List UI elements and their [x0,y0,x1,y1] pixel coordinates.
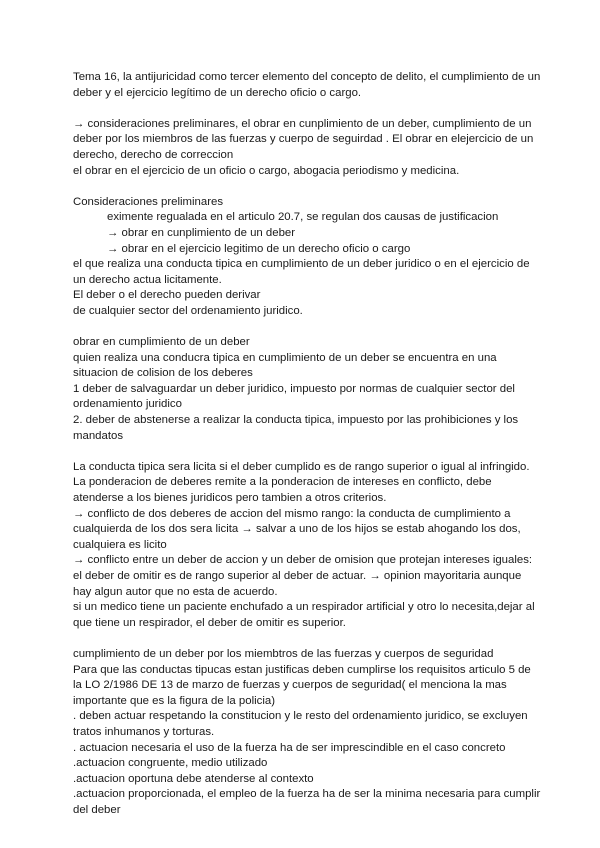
paragraph [73,195,533,320]
text-line: ordenamiento juridico [73,398,182,411]
text-line: eximente regualada en el articulo 20.7, se regulan dos causas de justificacion [107,211,499,224]
paragraph-gap [73,179,533,195]
paragraph [73,647,541,819]
paragraph [73,460,533,632]
text-line: la LO 2/1986 DE 13 de marzo de fuerzas y cuerpos de seguridad( el menciona la mas [73,679,507,692]
text-line: que tiene un respirador, el deber de omitir es superior. [73,616,346,629]
text-line: .actuacion oportuna debe atenderse al contexto [73,772,314,785]
text-line: si un medico tiene un paciente enchufado a un respirador artificial y otro lo necesita,dejar al [73,601,535,614]
text-line: cumplimiento de un deber por los miembtros de las fuerzas y cuerpos de seguridad [73,647,494,660]
text-line: el que realiza una conducta tipica en cumplimiento de un deber juridico o en el ejercicio de [73,258,530,271]
text-line: La ponderacion de deberes remite a la ponderacion de intereses en conflicto, debe [73,476,492,489]
text-line: . actuacion necesaria el uso de la fuerza ha de ser imprescindible en el caso concreto [73,741,506,754]
paragraph [73,335,533,444]
paragraph-gap [73,444,533,460]
text-line: del deber [73,803,121,816]
text-line: el deber de omitir es de rango superior al deber de actuar. → opinion mayoritaria aunque [73,570,522,582]
text-line: deber y el ejercicio legítimo de un derecho oficio o cargo. [73,86,362,99]
text-line: .actuacion congruente, medio utilizado [73,757,268,770]
text-line: atenderse a los bienes juridicos pero tambien a otros criterios. [73,492,387,505]
text-line: situacion de colision de los deberes [73,367,253,380]
paragraph-gap [73,631,533,647]
text-line: tratos inhumanos y torturas. [73,725,215,738]
text-line: obrar en cumplimiento de un deber [73,336,250,349]
text-line: → conflicto de dos deberes de accion del mismo rango: la conducta de cumplimiento a [73,507,511,520]
text-line: → conflicto entre un deber de accion y un deber de omision que protejan intereses iguales: [73,554,533,567]
text-line: → obrar en el ejercicio legitimo de un derecho oficio o cargo [107,242,411,255]
text-line: Tema 16, la antijuricidad como tercer elemento del concepto de delito, el cumplimiento de un [73,71,541,83]
text-line: derecho, derecho de correccion [73,148,234,161]
text-line: importante que es la figura de la policia) [73,694,275,707]
text-line: 1 deber de salvaguardar un deber juridico, impuesto por normas de cualquier sector del [73,382,515,395]
text-line: El deber o el derecho pueden derivar [73,289,261,302]
text-line: .actuacion proporcionada, el empleo de la fuerza ha de ser la minima necesaria para cumplir [73,788,541,801]
text-line: → consideraciones preliminares, el obrar en cunplimiento de un deber, cumplimiento de un [73,117,532,130]
text-line: de cualquier sector del ordenamiento juridico. [73,304,303,317]
paragraph-gap [73,101,533,117]
text-line: un derecho actua licitamente. [73,273,222,286]
text-line: . deben actuar respetando la constitucion y le resto del ordenamiento juridico, se excluyen [73,710,528,723]
text-line: deber por los miembros de las fuerzas y cuerpo de seguirdad . El obrar en elejercicio de un [73,133,534,146]
paragraph-gap [73,320,533,336]
paragraph [73,70,541,101]
text-line: 2. deber de abstenerse a realizar la conducta tipica, impuesto por las prohibiciones y los [73,414,519,427]
text-line: el obrar en el ejercicio de un oficio o cargo, abogacia periodismo y medicina. [73,164,460,177]
text-line: Consideraciones preliminares [73,195,224,208]
paragraph [73,117,533,179]
text-line: quien realiza una conducra tipica en cumplimiento de un deber se encuentra en una [73,351,497,364]
text-line: → obrar en cunplimiento de un deber [107,226,296,239]
document-body [73,70,541,819]
text-line: cualquiera es licito [73,538,167,551]
text-line: Para que las conductas tipucas estan justificas deben cumplirse los requisitos articulo 5 de [73,663,531,676]
text-line: mandatos [73,429,124,442]
text-line: hay algun autor que no esta de acuerdo. [73,585,278,598]
text-line: La conducta tipica sera licita si el deber cumplido es de rango superior o igual al infringido. [73,460,530,473]
text-line: cualquierda de los dos sera licita → salvar a uno de los hijos se estab ahogando los dos, [73,523,521,536]
